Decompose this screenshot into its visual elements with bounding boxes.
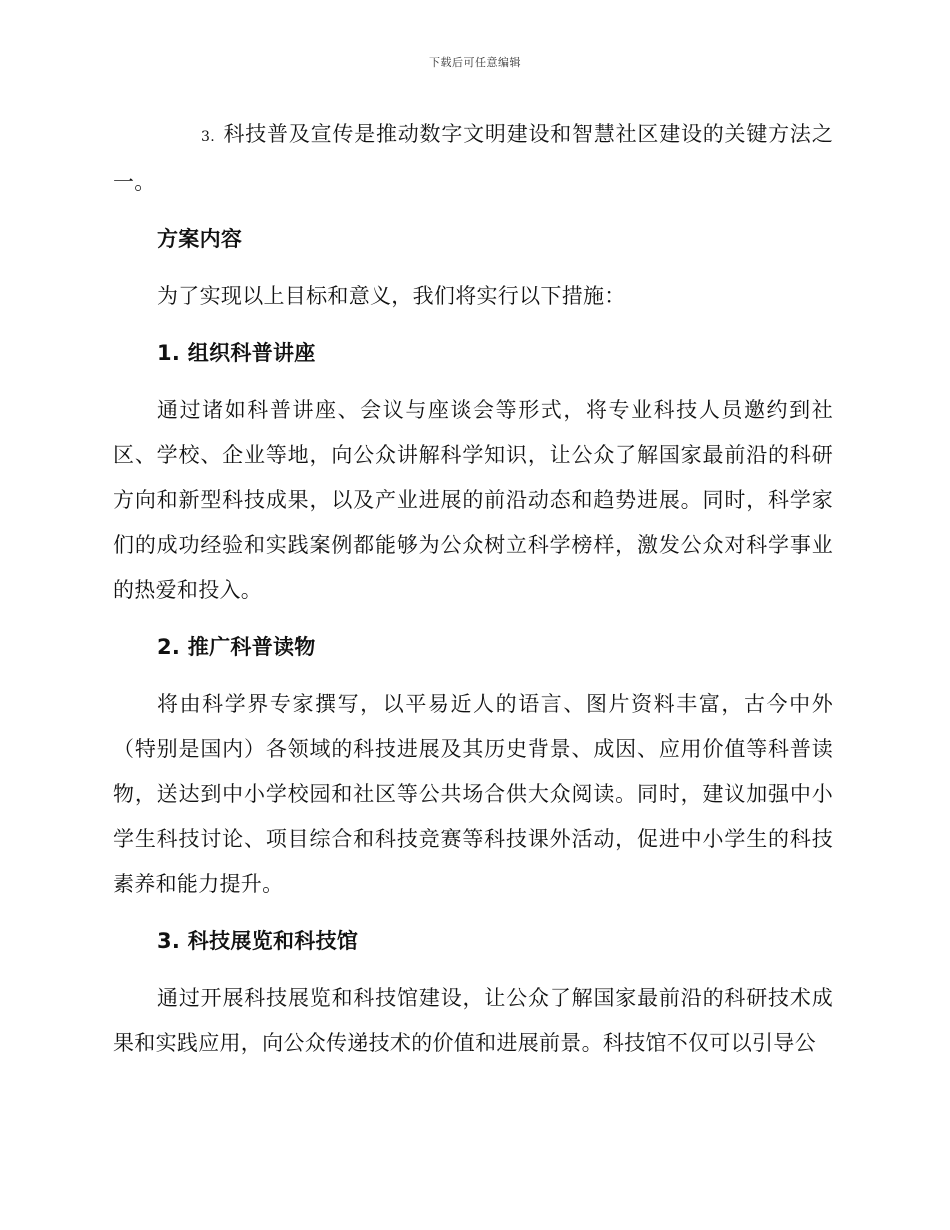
item-heading: 3. 科技展览和科技馆 <box>157 929 359 953</box>
item-paragraph: 通过诸如科普讲座、会议与座谈会等形式，将专业科技人员邀约到社区、学校、企业等地，向公众讲解科学知识，让公众了解国家最前沿的科研方向和新型科技成果，以及产业进展的前沿动态和趋势进展。同时，科学家们的成功经验和实践案例都能够为公众树立科学榜样，激发公众对科学事业的热爱和投入。 <box>113 398 833 602</box>
numbered-paragraph <box>113 112 833 205</box>
lead-paragraph: 为了实现以上目标和意义，我们将实行以下措施： <box>157 284 626 308</box>
item-paragraph: 将由科学界专家撰写，以平易近人的语言、图片资料丰富，古今中外（特别是国内）各领域的科技进展及其历史背景、成因、应用价值等科普读物，送达到中小学校园和社区等公共场合供大众阅读。同时，建议加强中小学生科技讨论、项目综合和科技竞赛等科技课外活动，促进中小学生的科技素养和能力提升。 <box>113 692 833 896</box>
item-paragraph: 通过开展科技展览和科技馆建设，让公众了解国家最前沿的科研技术成果和实践应用，向公众传递技术的价值和进展前景。科技馆不仅可以引导公 <box>113 986 833 1055</box>
section-title: 方案内容 <box>157 227 243 251</box>
page-header: 下载后可任意编辑 <box>429 56 521 69</box>
document-body <box>113 112 833 1078</box>
numbered-paragraph-text: 科技普及宣传是推动数字文明建设和智慧社区建设的关键方法之一。 <box>113 122 833 194</box>
item-heading: 2. 推广科普读物 <box>157 635 316 659</box>
item-heading: 1. 组织科普讲座 <box>157 341 316 365</box>
item-number: 3. <box>201 129 215 145</box>
